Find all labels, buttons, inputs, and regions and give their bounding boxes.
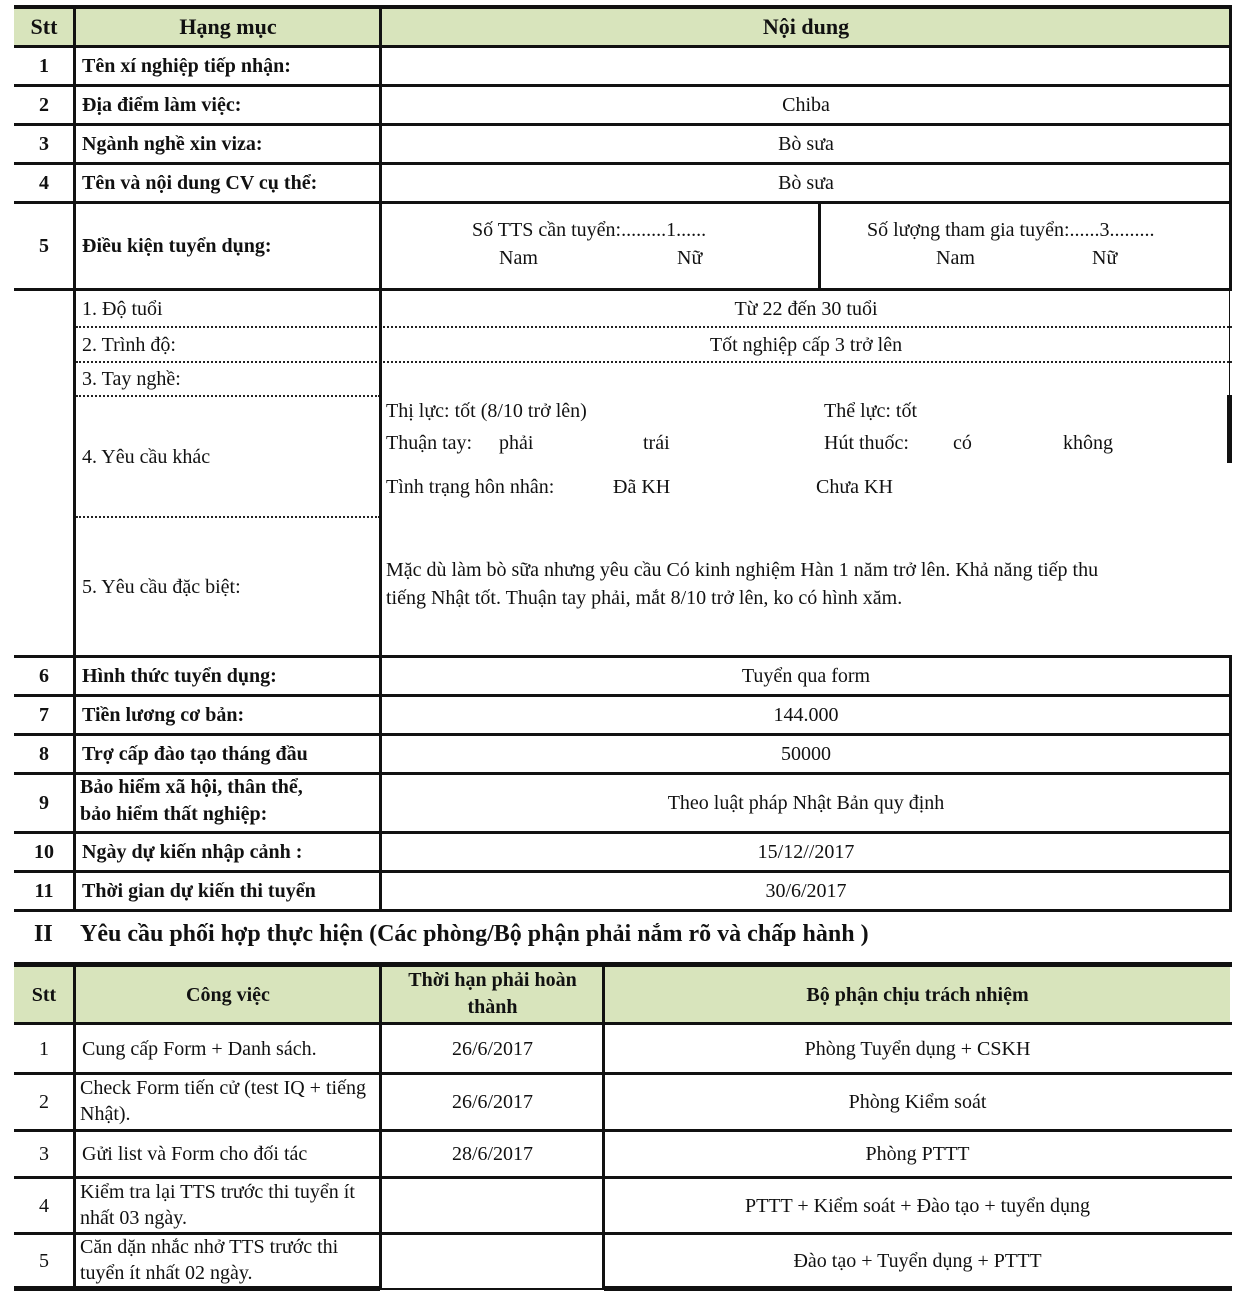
trainees-needed-female: Nữ <box>677 247 703 269</box>
row-stt: 10 <box>34 841 54 863</box>
s2-row-stt: 1 <box>39 1037 49 1060</box>
header-stt: Stt <box>30 13 58 39</box>
s2-row-stt: 2 <box>39 1091 49 1113</box>
row-stt: 4 <box>39 172 49 194</box>
row-value: Theo luật pháp Nhật Bản quy định <box>667 792 945 814</box>
row-label: Ngày dự kiến nhập cảnh : <box>82 841 303 863</box>
special-requirement-line1: Mặc dù làm bò sữa nhưng yêu cầu Có kinh nghiệm Hàn 1 năm trở lên. Khả năng tiếp thu <box>386 559 1099 581</box>
marital-label: Tình trạng hôn nhân: <box>386 476 555 498</box>
s2-header-stt: Stt <box>31 984 57 1006</box>
row-label: Tiền lương cơ bản: <box>82 704 245 726</box>
s2-row-task <box>80 1075 380 1129</box>
smoking-yes: có <box>953 432 972 454</box>
header-content: Nội dung <box>762 13 850 39</box>
eyesight: Thị lực: tốt (8/10 trở lên) <box>386 400 587 422</box>
row-label: Trợ cấp đào tạo tháng đầu <box>82 743 308 765</box>
smoking-no: không <box>1063 432 1113 454</box>
row-label: Ngành nghề xin viza: <box>82 133 263 155</box>
smoking-label: Hút thuốc: <box>824 432 909 454</box>
row-label-line2: bảo hiểm thất nghiệp: <box>80 803 268 825</box>
row-stt: 7 <box>39 704 49 726</box>
row-value: 15/12//2017 <box>757 841 855 863</box>
participants-count: Số lượng tham gia tuyển:......3......... <box>867 219 1155 241</box>
participants-female: Nữ <box>1092 247 1118 269</box>
s2-row-task-line1: Check Form tiến cử (test IQ + tiếng <box>80 1077 366 1099</box>
row-value: Tuyển qua form <box>741 665 871 687</box>
rule <box>14 909 1232 912</box>
trainees-needed-male: Nam <box>499 247 538 269</box>
condition-education-label: 2. Trình độ: <box>82 333 176 356</box>
s2-row-task <box>80 1234 380 1286</box>
s2-row-task-line2: Nhật). <box>80 1103 131 1125</box>
s2-row-task-line2: tuyển ít nhất 02 ngày. <box>80 1262 253 1284</box>
s2-row-task-line2: nhất 03 ngày. <box>80 1207 188 1229</box>
rule <box>604 1286 1232 1291</box>
condition-education-value: Tốt nghiệp cấp 3 trở lên <box>709 333 903 356</box>
row-label: Điều kiện tuyển dụng: <box>82 235 272 257</box>
row-label: Thời gian dự kiến thi tuyển <box>82 880 316 902</box>
rule <box>1227 395 1232 463</box>
row-value: 30/6/2017 <box>765 880 847 902</box>
rule <box>818 203 821 290</box>
s2-row-task-line1: Căn dặn nhắc nhở TTS trước thi <box>80 1236 339 1258</box>
rule <box>380 1288 604 1290</box>
section2-numeral: II <box>34 921 53 947</box>
s2-row-task: Cung cấp Form + Danh sách. <box>82 1037 317 1060</box>
row-stt: 2 <box>39 94 49 116</box>
row-label: Hình thức tuyển dụng: <box>82 665 277 687</box>
s2-header-deadline <box>382 967 603 1023</box>
s2-row-stt: 5 <box>39 1249 49 1272</box>
s2-header-task: Công việc <box>186 984 270 1006</box>
marital-single: Chưa KH <box>816 476 893 498</box>
s2-row-deadline <box>382 1179 603 1232</box>
row-stt: 3 <box>39 133 49 155</box>
s2-row-dept: Phòng PTTT <box>865 1143 970 1165</box>
row-value: 50000 <box>781 743 831 765</box>
row-value: Bò sưa <box>778 133 834 155</box>
s2-row-dept: Phòng Tuyển dụng + CSKH <box>804 1037 1031 1060</box>
marital-married: Đã KH <box>613 476 671 498</box>
row-stt: 1 <box>39 55 49 77</box>
special-requirement-line2: tiếng Nhật tốt. Thuận tay phải, mắt 8/10 trở lên, ko có hình xăm. <box>386 587 903 609</box>
s2-row-task <box>80 1179 380 1232</box>
condition-skill-label: 3. Tay nghề: <box>82 368 181 390</box>
header-item: Hạng mục <box>179 13 277 39</box>
row-stt: 5 <box>39 235 49 257</box>
condition-age-label: 1. Độ tuổi <box>82 297 163 320</box>
s2-header-deadline-line1: Thời hạn phải hoàn <box>408 969 577 991</box>
row-label: Tên xí nghiệp tiếp nhận: <box>82 55 291 77</box>
section2-title: Yêu cầu phối hợp thực hiện (Các phòng/Bộ phận phải nắm rõ và chấp hành ) <box>80 921 869 947</box>
s2-row-deadline <box>382 1235 603 1286</box>
s2-row-stt: 3 <box>39 1143 49 1165</box>
row-value: 144.000 <box>773 704 839 726</box>
handedness-label: Thuận tay: <box>386 432 473 454</box>
s2-row-dept: PTTT + Kiểm soát + Đào tạo + tuyển dụng <box>744 1194 1091 1217</box>
s2-row-deadline: 26/6/2017 <box>451 1037 534 1060</box>
s2-row-dept: Phòng Kiểm soát <box>848 1091 987 1113</box>
condition-other-label: 4. Yêu cầu khác <box>82 445 211 468</box>
s2-header-dept: Bộ phận chịu trách nhiệm <box>806 984 1029 1006</box>
participants-male: Nam <box>936 247 975 269</box>
row-label-line1: Bảo hiểm xã hội, thân thể, <box>80 776 303 798</box>
row-value: Chiba <box>782 94 830 116</box>
s2-row-dept: Đào tạo + Tuyển dụng + PTTT <box>793 1249 1042 1272</box>
row-value <box>382 47 1230 85</box>
handedness-right: phải <box>499 432 534 454</box>
s2-row-task: Gửi list và Form cho đối tác <box>82 1143 308 1165</box>
s2-row-stt: 4 <box>39 1194 49 1217</box>
s2-row-task-line1: Kiểm tra lại TTS trước thi tuyển ít <box>80 1181 355 1203</box>
s2-header-deadline-line2: thành <box>467 996 518 1018</box>
s2-row-deadline: 28/6/2017 <box>451 1143 534 1165</box>
row-value: Bò sưa <box>778 172 834 194</box>
s2-row-deadline: 26/6/2017 <box>451 1091 534 1113</box>
condition-age-value: Từ 22 đến 30 tuổi <box>734 297 878 320</box>
row-label: Tên và nội dung CV cụ thể: <box>82 172 318 194</box>
row-label: Địa điểm làm việc: <box>82 94 242 116</box>
row-stt: 8 <box>39 743 49 765</box>
row-stt: 9 <box>39 792 49 814</box>
rule <box>14 1286 380 1291</box>
row-stt: 11 <box>34 880 54 902</box>
fitness: Thể lực: tốt <box>824 400 918 422</box>
handedness-left: trái <box>643 432 670 454</box>
row-stt: 6 <box>39 665 49 687</box>
condition-special-label: 5. Yêu cầu đặc biệt: <box>82 575 241 598</box>
trainees-needed: Số TTS cần tuyển:.........1...... <box>472 219 707 241</box>
